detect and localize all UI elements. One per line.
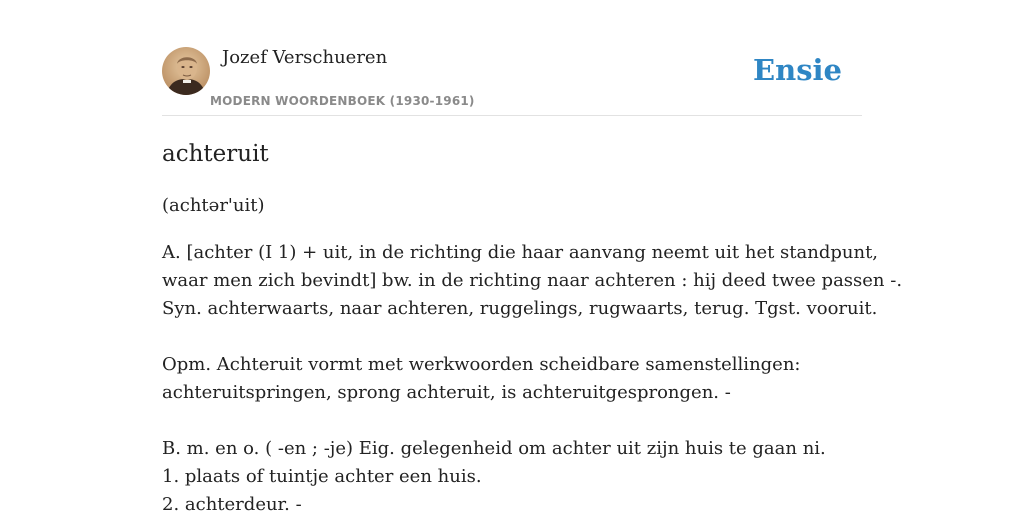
definition-line: A. [achter (I 1) + uit, in de richting die haar aanvang neemt uit het standpunt, — [162, 242, 879, 263]
definition-line: waar men zich bevindt] bw. in de richting naar achteren : hij deed twee passen -. — [162, 270, 903, 291]
ensie-logo[interactable]: Ensie — [753, 53, 842, 87]
author-avatar[interactable] — [162, 47, 210, 95]
definition-line: 2. achterdeur. - — [162, 494, 302, 512]
author-name[interactable]: Jozef Verschueren — [222, 47, 388, 68]
author-portrait-image — [162, 47, 210, 95]
definition-line: Opm. Achteruit vormt met werkwoorden scheidbare samenstellingen: — [162, 354, 801, 375]
definition-line: 1. plaats of tuintje achter een huis. — [162, 466, 482, 487]
header-divider — [162, 115, 862, 116]
source-dictionary-label[interactable]: MODERN WOORDENBOEK (1930-1961) — [210, 94, 475, 108]
paragraph-gap — [162, 323, 862, 351]
entry-headword: achteruit — [162, 141, 269, 167]
definition-line: B. m. en o. ( -en ; -je) Eig. gelegenheid om achter uit zijn huis te gaan ni. — [162, 438, 826, 459]
entry-pronunciation: (achtər'uit) — [162, 195, 265, 216]
paragraph-gap — [162, 407, 862, 435]
entry-definition — [162, 239, 903, 512]
definition-line: Syn. achterwaarts, naar achteren, ruggelings, rugwaarts, terug. Tgst. vooruit. — [162, 298, 878, 319]
definition-line: achteruitspringen, sprong achteruit, is achteruitgesprongen. - — [162, 382, 731, 403]
